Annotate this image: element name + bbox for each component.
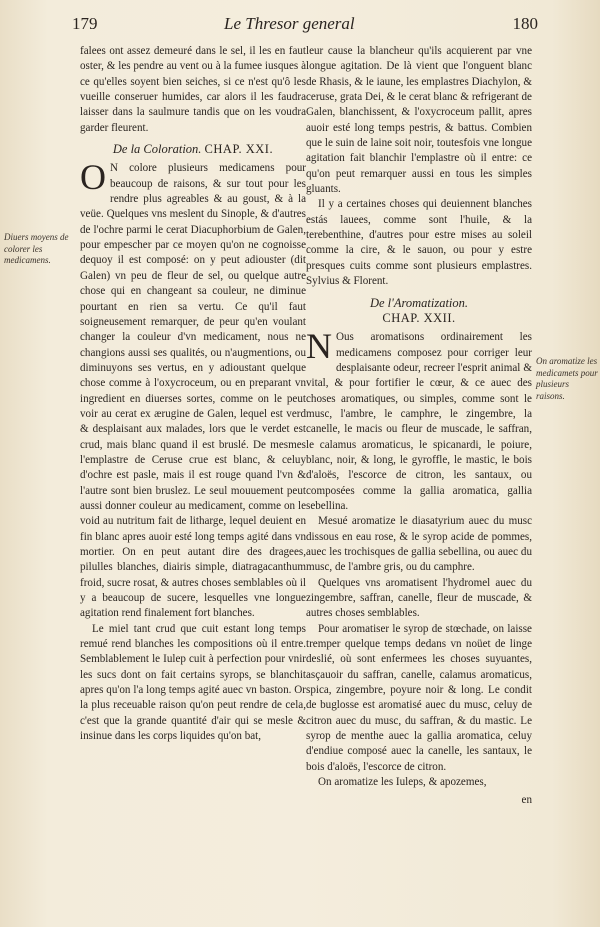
right-paragraph-5: Quelques vns aromatisent l'hydromel auec du zingembre, saffran, canelle, fleur de muscade, & autres choses semblables. xyxy=(306,576,532,620)
right-paragraph-4: Mesué aromatize le diasatyrium auec du musc dissous en eau rose, & le syrop acide de pommes, auec les trochisques de gallia sebellina, ou auec du musc, de l'ambre gris, ou du camphre. xyxy=(306,515,532,574)
page-number-left: 179 xyxy=(72,14,98,33)
right-paragraph-7: On aromatize les Iuleps, & apozemes, xyxy=(318,776,487,789)
right-paragraph-6: Pour aromatiser le syrop de stœchade, on laisse tremper quelque temps dedans vn noüet de linge deslié, où sont enfermees les choses suyuantes, asçauoir du saffran, canelle, calamus aromaticus, spica, zingembre, poyure noir & long. Le condit de buglosse est aromatisé auec du musc, celuy de citron auec du musc, du saffran, & du mastic. Le syrop de menthe auec la gallia aromatica, celuy d'endiue composé auec la canelle, les santaux, le bois d'aloës, l'escorce de citron. xyxy=(306,622,532,773)
chapter-number: CHAP. XXI. xyxy=(204,142,274,157)
chapter-title: De la Coloration. xyxy=(112,142,202,157)
left-paragraph-1: falees ont assez demeuré dans le sel, il les en faut oster, & les pendre au vent ou à la fumee iusques à ce qu'elles soyent bien seiches, si ce n'est qu'ô les vueille conseruer humides, car alors il les faudra laisser dans la saulmure tandis que on les voudra garder fleurent. xyxy=(80,45,306,134)
chapter-title: De l'Aromatization. xyxy=(369,295,469,310)
right-paragraph-2: Il y a certaines choses qui deuiennent blanches estás lauees, comme sont l'huile, & la terebenthine, d'autres pour estre mises au soleil comme la cire, & le sauon, ou pour y estre presques cuits comme sont plusieurs emplastres. Sylvius & Florent. xyxy=(306,198,532,288)
chapter-number: CHAP. XXII. xyxy=(382,310,456,325)
catchword: en xyxy=(521,793,532,806)
drop-cap: O xyxy=(80,157,106,198)
right-paragraph-3-text: Ous aromatisons ordinairement les medicamens composez pour corriger leur desplaisante odeur, recreer l'esprit animal & vital, & pour fortifier le cœur, & ce auec des choses aromatiques, ou simples, comme sont le musc, l'ambre, le camphre, le zingembre, la canelle, le macis ou fleur de muscade, le saffran, le calamus aromaticus, le spicanardi, le poiure, blanc, noir, & long, le gyroffle, le mastic, le bois d'aloës, l'escorce de citron, les santaux, ou composées comme la gallia aromatica, gallia sebellina. xyxy=(306,331,532,512)
left-column xyxy=(80,44,306,744)
right-paragraph-3 xyxy=(306,326,532,514)
page-number-right: 180 xyxy=(512,14,538,33)
running-title: Le Thresor general xyxy=(224,14,355,33)
drop-cap: N xyxy=(306,326,332,367)
right-column xyxy=(306,44,532,808)
left-paragraph-2 xyxy=(80,157,306,621)
chapter-heading-21 xyxy=(80,142,306,157)
left-paragraph-3: Le miel tant crud que cuit estant long temps remué rend blanches les compositions où il entre. Semblablement le Iulep cuit à perfection pour vnir les sucs dont on fait certains syrops, se blanchit apres qu'on l'a long temps agité auec vn baston. Or la plus receuable raison qu'on peut rendre de cela, c'est que la grande quantité d'air qui se mesle & insinue dans les corps liquides qu'on bat, xyxy=(80,622,306,743)
left-paragraph-2-text: N colore plusieurs medicamens pour beaucoup de raisons, & sur tout pour les rendre plus agreables & au goust, & à la veüe. Quelques vns meslent du Sinople, & d'autres de l'ochre parmi le cerat Diacuphorbium de Galen, pour empescher par ce moyen qu'on ne cognoisse dequoy il est composé: on y peut adiouster (dit Galen) vn peu de fleur de sel, ou quelque autre chose qui en changeant sa couleur, ne diminue pourtant en rien sa vertu. Ce qu'il faut soigneusement remarquer, de peur qu'en voulant changer la couleur d'vn medicament, nous ne changions aussi ses qualités, ou n'augmentions, ou diminuyons ses vertus, en y adioustant quelque chose comme à l'oxycroceum, ou en preparant vn ingredient en diuerses sortes, comme on le peut voir au cerat ex ærugine de Galen, lequel est verd & desplaisant aux malades, lors que le verdet est crud, mais blanc quand il est bruslé. De mesmes l'emplastre de Ceruse crue est blanc, & celuy d'ochre est pasle, mais il est rouge quand l'vn & l'autre sont bien bruslez. Le seul mouuement peut aussi donner couleur au medicament, comme on le void au nutritum fait de litharge, lequel deuient en fin blanc apres auoir esté long temps agité dans vn mortier. On en peut autant dire des dragees, pilulles blanches, diairis simple, diatragacanthum froid, sucre rosat, & autres choses semblables où il y a beaucoup de sucere, lesquelles vne longue agitation rend finalement fort blanches. xyxy=(80,162,306,620)
right-paragraph-1: leur cause la blancheur qu'ils acquierent par vne longue agitation. De là vient que l'onguent blanc de Rhasis, & le iaune, les emplastres Diachylon, & ceruse, grata Dei, & le cerat blanc & refrigerant de Galen, blanchissent, & l'oxycroceum pallit, apres auoir esté long temps pestris, & battus. Combien que le suin de laine soit noir, toutesfois vne longue agitation fait blanchir l'emplastre où il entre: ce qu'on peut remarquer aussi en tous les simples gluants. xyxy=(306,45,532,196)
margin-note-right: On aromatize les medicamets pour plusieurs raisons. xyxy=(536,356,598,401)
margin-note-left: Diuers moyens de colorer les medicamens. xyxy=(4,232,69,265)
chapter-heading-22 xyxy=(306,296,532,327)
